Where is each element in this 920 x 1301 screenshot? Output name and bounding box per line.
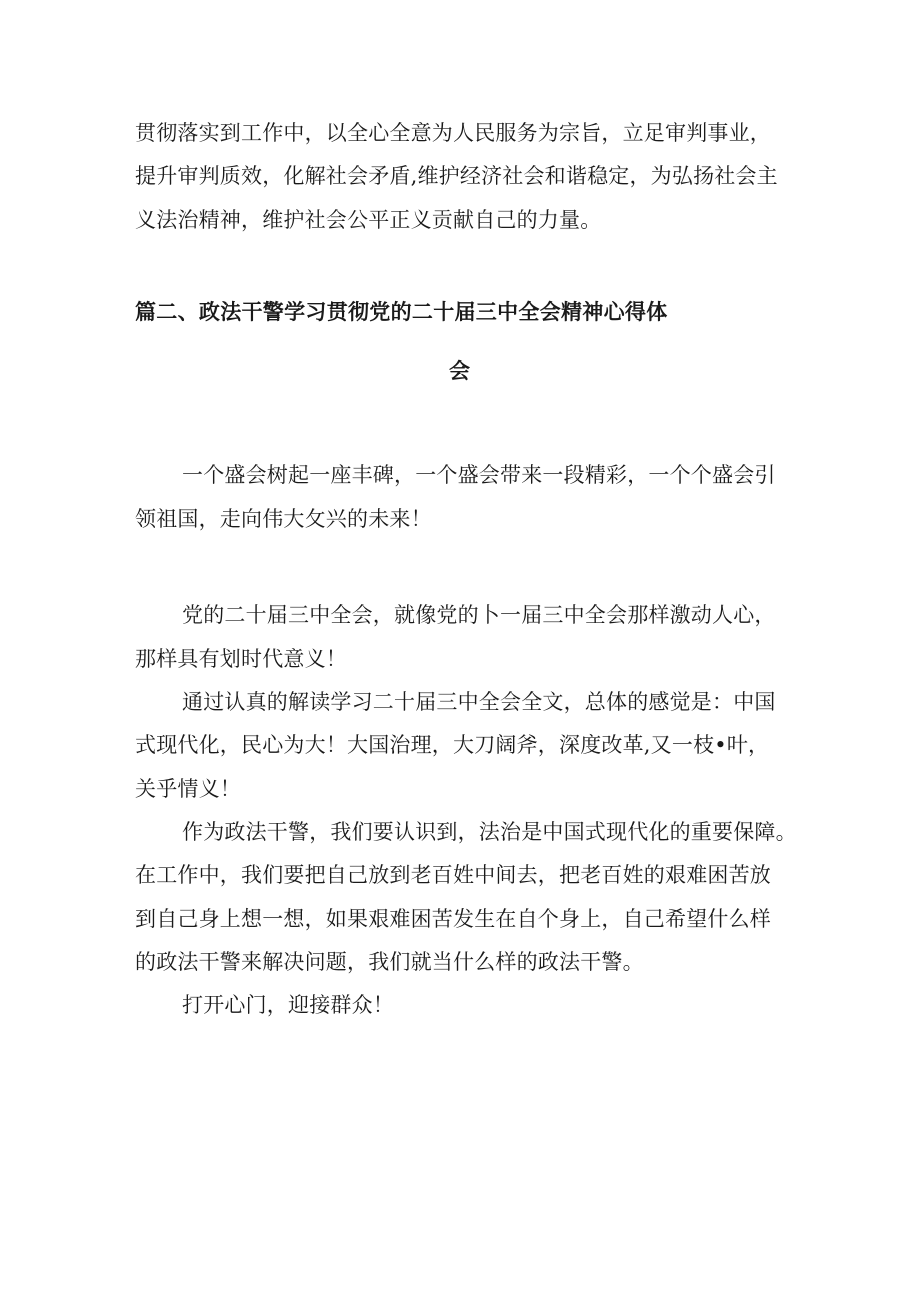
intro-line-1: 贯彻落实到工作中，以全心全意为人民服务为宗旨，立足审判事业， xyxy=(135,121,771,145)
intro-line-2: 提升审判质效，化解社会矛盾,维护经济社会和谐稳定，为弘扬社会主 xyxy=(135,164,778,188)
paragraph-3-line-3: 关乎情义！ xyxy=(135,777,241,801)
paragraph-3-line-1: 通过认真的解读学习二十届三中全会全文，总体的感觉是：中国 xyxy=(182,690,776,714)
paragraph-2-line-1: 党的二十届三中全会，就像党的卜一届三中全会那样激动人心， xyxy=(182,603,776,627)
intro-line-3: 义法治精神，维护社会公平正义贡献自己的力量。 xyxy=(135,208,602,232)
section-title-line-2: 会 xyxy=(449,359,471,383)
section-title-line-1: 篇二、政法干警学习贯彻党的二十届三中全会精神心得体 xyxy=(135,300,668,324)
paragraph-4-line-3: 到自己身上想一想，如果艰难困苦发生在自个身上，自己希望什么样 xyxy=(135,907,771,931)
paragraph-1-line-1: 一个盛会树起一座丰碑，一个盛会带来一段精彩，一个个盛会引 xyxy=(182,463,776,487)
paragraph-3-line-2: 式现代化，民心为大！大国治理，大刀阔斧，深度改革,又一枝•叶， xyxy=(135,733,770,757)
paragraph-2-line-2: 那样具有划时代意义！ xyxy=(135,647,347,671)
paragraph-4-line-4: 的政法干警来解决问题，我们就当什么样的政法干警。 xyxy=(135,950,644,974)
paragraph-4-line-1: 作为政法干警，我们要认识到，法治是中国式现代化的重要保障。 xyxy=(182,820,797,844)
paragraph-5-line-1: 打开心门，迎接群众！ xyxy=(182,993,394,1017)
paragraph-4-line-2: 在工作中，我们要把自己放到老百姓中间去，把老百姓的艰难困苦放 xyxy=(135,863,771,887)
paragraph-1-line-2: 领祖国，走向伟大攵兴的未来！ xyxy=(135,507,432,531)
